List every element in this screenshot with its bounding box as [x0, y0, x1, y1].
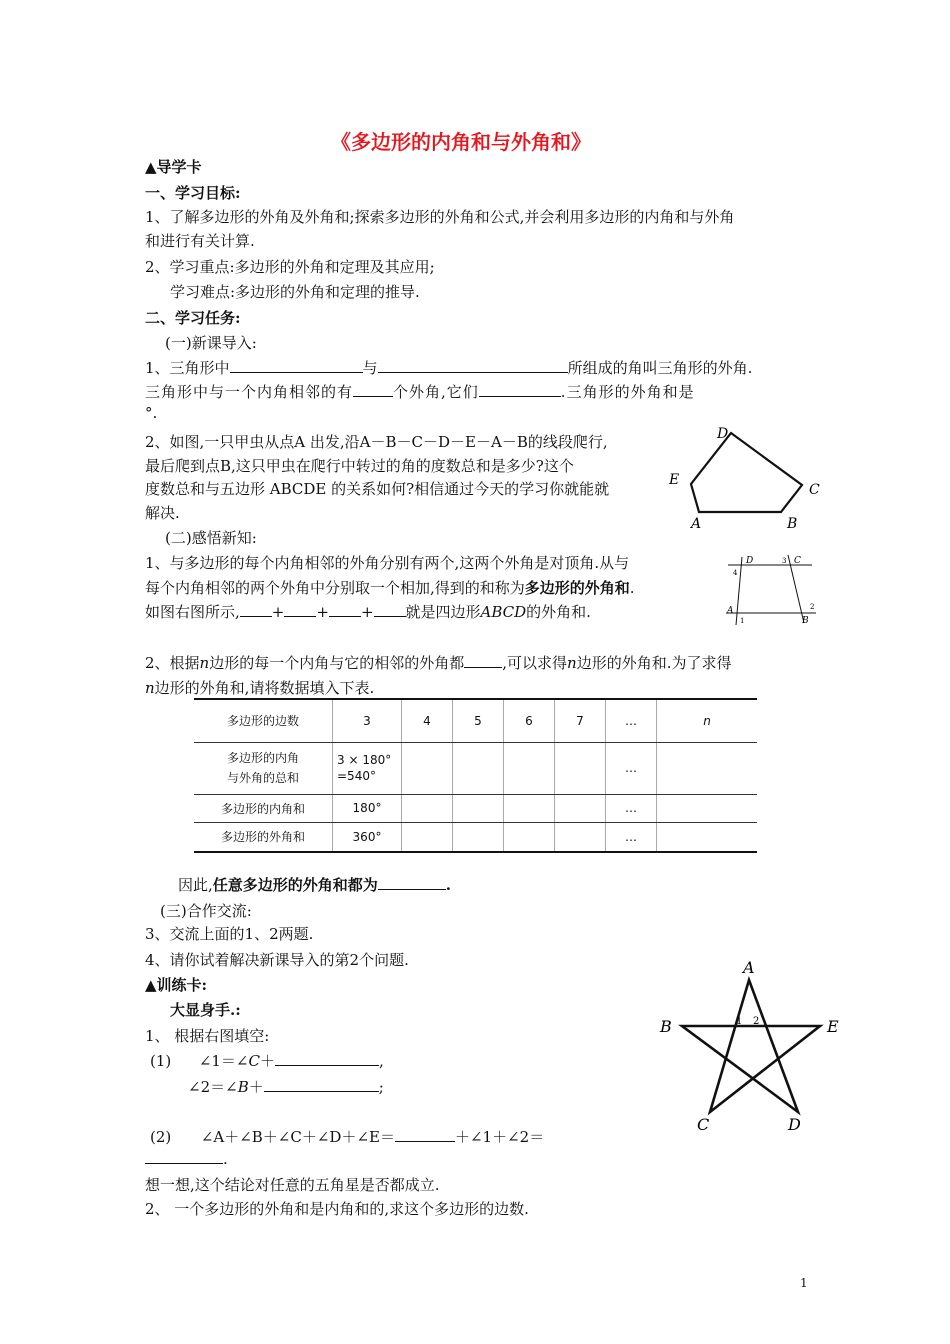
t3: 2、 一个多边形的外角和是内角和的,求这个多边形的边数. [145, 1200, 529, 1218]
label-c: C [809, 482, 820, 498]
table-cell[interactable] [657, 794, 758, 822]
table-header-cell: 5 [453, 699, 504, 742]
goal3: 学习难点:多边形的外角和定理的推导. [170, 283, 420, 301]
star-label-b: B [660, 1017, 672, 1036]
table-cell: 180° [333, 794, 402, 822]
table-header-cell: 多边形的边数 [194, 699, 333, 742]
table-cell[interactable] [453, 794, 504, 822]
table-cell[interactable] [555, 794, 606, 822]
blank[interactable] [145, 1149, 223, 1164]
table-row [194, 822, 757, 852]
label-b: B [787, 516, 798, 532]
training-card-heading: ▲训练卡: [145, 976, 208, 994]
t2-line2: . [145, 1149, 228, 1168]
blank[interactable] [378, 875, 446, 890]
blank[interactable] [374, 602, 406, 617]
table-cell[interactable] [504, 742, 555, 794]
table-cell: … [606, 822, 657, 852]
table-header-cell: n [657, 699, 758, 742]
star-label-e: E [827, 1017, 839, 1036]
star-label-a: A [743, 958, 755, 977]
subsection-2: (二)感悟新知: [165, 529, 257, 547]
table-header-cell: 4 [402, 699, 453, 742]
t1-part2: ∠2＝∠B＋ ; [188, 1078, 384, 1096]
p1-line3: 如图右图所示, + + + 就是四边形ABCD的外角和. [145, 603, 591, 621]
table-row [194, 794, 757, 822]
label-e: E [669, 472, 680, 488]
blank[interactable] [395, 1127, 455, 1142]
section1-heading: 一、学习目标: [145, 184, 241, 202]
q2-line2: 最后爬到点B,这只甲虫在爬行中转过的角的度数总和是多少?这个 [145, 457, 574, 475]
star-shape [682, 980, 820, 1112]
blank[interactable] [329, 602, 361, 617]
star-figure [656, 955, 846, 1135]
quad-label-b: B [802, 616, 809, 626]
c4: 4、请你试着解决新课导入的第2个问题. [145, 951, 409, 969]
show-heading: 大显身手.: [170, 1001, 241, 1019]
blank[interactable] [353, 382, 393, 397]
table-header-row [194, 699, 757, 742]
table-cell[interactable] [555, 822, 606, 852]
table-cell[interactable] [402, 794, 453, 822]
blank[interactable] [230, 358, 363, 373]
guide-card-heading: ▲导学卡 [145, 158, 202, 176]
blank[interactable] [378, 358, 568, 373]
q1-line2: 三角形中与一个内角相邻的有 个外角,它们 .三角形的外角和是 [145, 383, 695, 401]
quad-angle-1: 1 [740, 617, 745, 625]
table-cell[interactable] [453, 822, 504, 852]
line-left [736, 557, 745, 625]
table-cell: … [606, 794, 657, 822]
goal1-line2: 和进行有关计算. [145, 232, 255, 250]
blank[interactable] [464, 653, 502, 668]
quad-angle-2: 2 [810, 603, 815, 611]
table-cell[interactable] [657, 742, 758, 794]
quad-angle-4: 4 [733, 569, 738, 577]
page-title: 《多边形的内角和与外角和》 [331, 130, 591, 154]
blank[interactable] [275, 1051, 379, 1066]
table-header-cell: … [606, 699, 657, 742]
table-cell[interactable] [504, 794, 555, 822]
c3: 3、交流上面的1、2两题. [145, 925, 314, 943]
table-cell[interactable] [657, 822, 758, 852]
p1-line1: 1、与多边形的每个内角相邻的外角分别有两个,这两个外角是对顶角.从与 [145, 554, 630, 572]
table-header-cell: 3 [333, 699, 402, 742]
t1: 1、 根据右图填空: [145, 1027, 270, 1045]
table-row-label: 多边形的外角和 [194, 822, 333, 852]
pentagon-shape [691, 433, 802, 512]
quad-label-a: A [727, 606, 734, 616]
blank[interactable] [264, 1077, 379, 1092]
star-label-d: D [788, 1115, 801, 1134]
q1-line1: 1、三角形中 与 所组成的角叫三角形的外角. [145, 359, 753, 377]
p1-line2: 每个内角相邻的两个外角中分别取一个相加,得到的和称为多边形的外角和. [145, 579, 635, 597]
goal2: 2、学习重点:多边形的外角和定理及其应用; [145, 258, 435, 276]
label-d: D [717, 426, 729, 442]
page-number: 1 [800, 1276, 808, 1290]
star-angle-2: 2 [753, 1016, 760, 1027]
table-cell: 360° [333, 822, 402, 852]
quad-label-d: D [746, 556, 754, 566]
table-row-label: 多边形的内角 与外角的总和 [194, 742, 333, 794]
table-row [194, 742, 757, 794]
table-cell[interactable] [402, 742, 453, 794]
think: 想一想,这个结论对任意的五角星是否都成立. [145, 1176, 440, 1194]
subsection-1: (一)新课导入: [165, 334, 257, 352]
blank[interactable] [284, 602, 316, 617]
q1-line3: °. [145, 404, 158, 422]
star-angle-1: 1 [736, 1016, 743, 1027]
blank[interactable] [479, 382, 561, 397]
blank[interactable] [240, 602, 272, 617]
table-cell: 3 × 180° =540° [333, 742, 402, 794]
table-row-label: 多边形的内角和 [194, 794, 333, 822]
table-cell[interactable] [555, 742, 606, 794]
table-header-cell: 6 [504, 699, 555, 742]
t2-line1: (2) ∠A＋∠B＋∠C＋∠D＋∠E＝ ＋∠1＋∠2＝ [150, 1128, 545, 1146]
label-a: A [691, 516, 702, 532]
table-cell[interactable] [453, 742, 504, 794]
table-cell[interactable] [402, 822, 453, 852]
pentagon-figure [668, 424, 828, 534]
table-header-cell: 7 [555, 699, 606, 742]
goal1-line1: 1、了解多边形的外角及外角和;探索多边形的外角和公式,并会利用多边形的内角和与外角 [145, 208, 735, 226]
star-label-c: C [697, 1115, 710, 1134]
table-cell: … [606, 742, 657, 794]
quadrilateral-figure [722, 553, 820, 627]
t1-part1: (1) ∠1＝∠C＋ , [150, 1052, 384, 1070]
conclusion: 因此,任意多边形的外角和都为 . [178, 876, 452, 894]
section2-heading: 二、学习任务: [145, 309, 241, 327]
subsection-3: (三)合作交流: [160, 902, 252, 920]
quad-angle-3: 3 [782, 557, 787, 565]
table-cell[interactable] [504, 822, 555, 852]
quad-label-c: C [794, 556, 801, 566]
q2-line1: 2、如图,一只甲虫从点A 出发,沿A－B－C－D－E－A－B的线段爬行, [145, 433, 608, 451]
q2-line4: 解决. [145, 504, 180, 522]
polygon-angle-table [194, 698, 757, 853]
q2-line3: 度数总和与五边形 ABCDE 的关系如何?相信通过今天的学习你就能就 [145, 480, 610, 498]
p2-line1: 2、根据n边形的每一个内角与它的相邻的外角都 ,可以求得n边形的外角和.为了求得 [145, 654, 732, 672]
p2-line2: n边形的外角和,请将数据填入下表. [145, 679, 375, 697]
